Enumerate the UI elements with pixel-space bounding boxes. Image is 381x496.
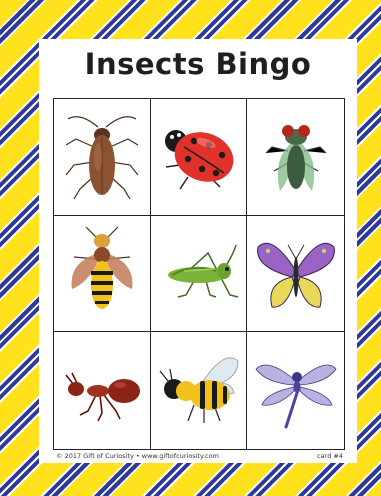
bingo-cell[interactable]: [151, 99, 248, 216]
ladybug-icon: [154, 107, 242, 207]
dragonfly-icon: [252, 341, 340, 441]
bingo-cell[interactable]: [151, 216, 248, 333]
bingo-cell[interactable]: [54, 332, 151, 449]
bee-icon: [154, 341, 242, 441]
bingo-cell[interactable]: [54, 216, 151, 333]
footer-card-number: card #4: [317, 452, 343, 460]
bingo-card: [39, 39, 357, 463]
bingo-cell[interactable]: [247, 332, 344, 449]
bingo-cell[interactable]: [151, 332, 248, 449]
ant-icon: [58, 341, 146, 441]
fly-icon: [252, 107, 340, 207]
bingo-cell[interactable]: [54, 99, 151, 216]
cockroach-icon: [58, 107, 146, 207]
bingo-cell[interactable]: [247, 216, 344, 333]
grasshopper-icon: [154, 223, 242, 323]
footer-copyright: © 2017 Gift of Curiosity • www.giftofcuriosity.com: [56, 452, 219, 460]
butterfly-icon: [252, 223, 340, 323]
wasp-icon: [58, 223, 146, 323]
bingo-grid: [53, 98, 345, 450]
card-title: Insects Bingo: [84, 47, 312, 81]
bingo-cell[interactable]: [247, 99, 344, 216]
